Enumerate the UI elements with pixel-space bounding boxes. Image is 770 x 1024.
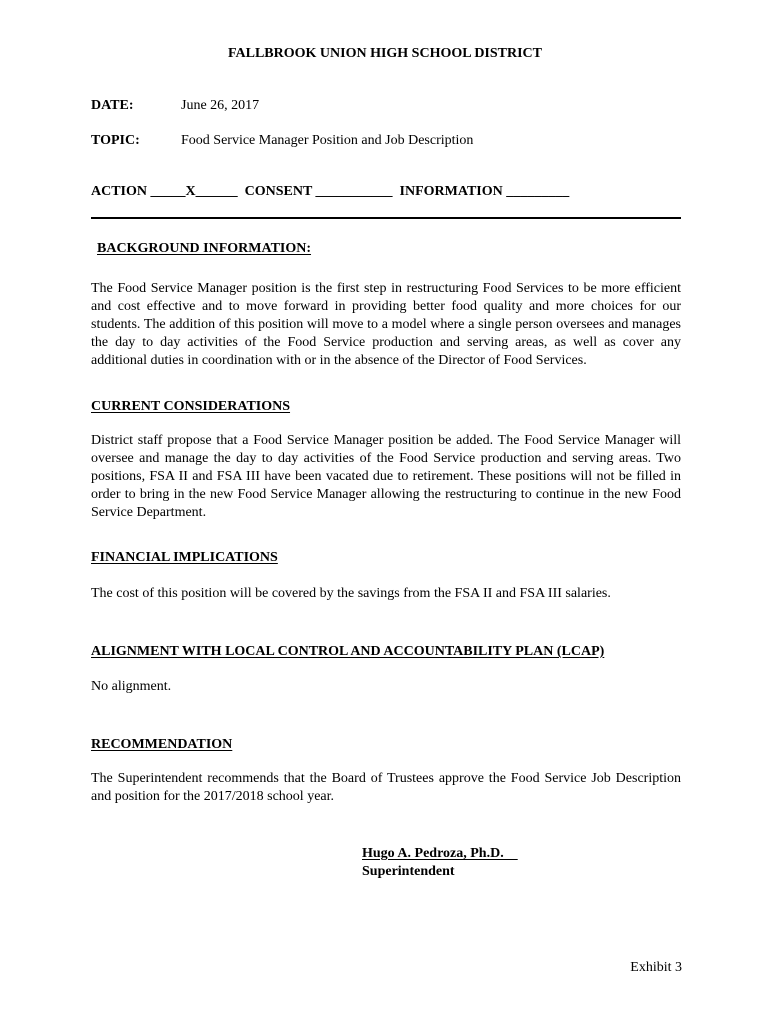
signature-name <box>362 846 518 862</box>
current-considerations-paragraph: District staff propose that a Food Service Manager position be added. The Food Service Manager will oversee and manage the day to day activities of the Food Service production and serving areas. Two positions, FSA II and FSA III have been vacated due to retirement. These positions will not be filled in order to bring in the new Food Service Manager allowing the restructuring to continue in the new Food Service Department. <box>91 433 681 520</box>
date-label: DATE: <box>91 98 134 113</box>
background-paragraph: The Food Service Manager position is the first step in restructuring Food Services to be more efficient and cost effective and to move forward in providing better food quality and more choices for our students. The addition of this position will move to a model where a single person oversees and manages the day to day activities of the Food Service production and serving areas, as well as cover any additional duties in coordination with or in the absence of the Director of Food Services. <box>91 281 681 368</box>
exhibit-label: Exhibit 3 <box>630 960 682 975</box>
financial-implications-heading: FINANCIAL IMPLICATIONS <box>91 550 278 565</box>
topic-value: Food Service Manager Position and Job Description <box>181 133 474 148</box>
signature-name-text: Hugo A. Pedroza, Ph.D. <box>362 846 518 861</box>
lcap-alignment-heading: ALIGNMENT WITH LOCAL CONTROL AND ACCOUNTABILITY PLAN (LCAP) <box>91 644 605 659</box>
date-value: June 26, 2017 <box>181 98 260 113</box>
financial-implications-paragraph: The cost of this position will be covered by the savings from the FSA II and FSA III salaries. <box>91 586 611 601</box>
action-consent-information-line: ACTION _____X______ CONSENT ___________ INFORMATION _________ <box>91 184 570 199</box>
current-considerations-heading: CURRENT CONSIDERATIONS <box>91 399 291 414</box>
signature-title: Superintendent <box>362 864 455 879</box>
district-title: FALLBROOK UNION HIGH SCHOOL DISTRICT <box>227 46 543 61</box>
background-heading: BACKGROUND INFORMATION: <box>97 241 312 256</box>
topic-label: TOPIC: <box>91 133 140 148</box>
horizontal-rule <box>91 217 681 219</box>
recommendation-paragraph: The Superintendent recommends that the Board of Trustees approve the Food Service Job Description and position for the 2017/2018 school year. <box>91 771 681 804</box>
lcap-alignment-paragraph: No alignment. <box>91 679 172 694</box>
recommendation-heading: RECOMMENDATION <box>91 737 233 752</box>
